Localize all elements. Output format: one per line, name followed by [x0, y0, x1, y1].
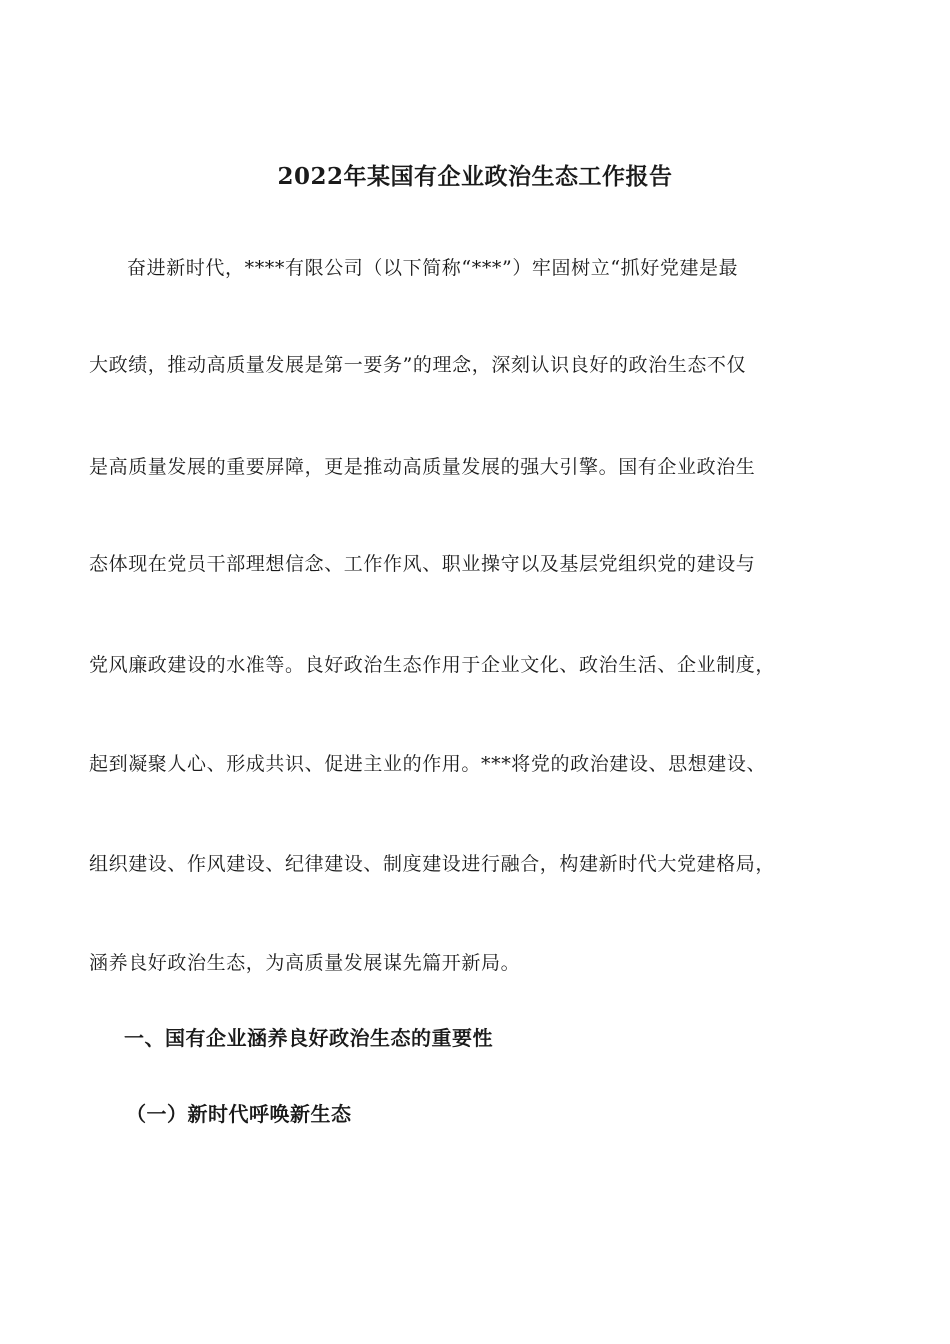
- paragraph-line: 态体现在党员干部理想信念、工作作风、职业操守以及基层党组织党的建设与: [89, 553, 756, 575]
- document-title: 2022年某国有企业政治生态工作报告: [277, 163, 673, 190]
- section-heading: 一、国有企业涵养良好政治生态的重要性: [124, 1026, 493, 1050]
- paragraph-line: 是高质量发展的重要屏障，更是推动高质量发展的强大引擎。国有企业政治生: [89, 456, 756, 478]
- paragraph-line: 奋进新时代，****有限公司（以下简称“***”）牢固树立“抓好党建是最: [127, 257, 739, 279]
- subsection-heading: （一）新时代呼唤新生态: [126, 1102, 352, 1126]
- paragraph-line: 组织建设、作风建设、纪律建设、制度建设进行融合，构建新时代大党建格局，: [89, 853, 776, 875]
- paragraph-line: 党风廉政建设的水准等。良好政治生态作用于企业文化、政治生活、企业制度，: [89, 654, 776, 676]
- paragraph-line: 大政绩，推动高质量发展是第一要务”的理念，深刻认识良好的政治生态不仅: [89, 354, 747, 376]
- paragraph-line: 起到凝聚人心、形成共识、促进主业的作用。***将党的政治建设、思想建设、: [89, 753, 767, 775]
- paragraph-line: 涵养良好政治生态，为高质量发展谋先篇开新局。: [89, 952, 521, 974]
